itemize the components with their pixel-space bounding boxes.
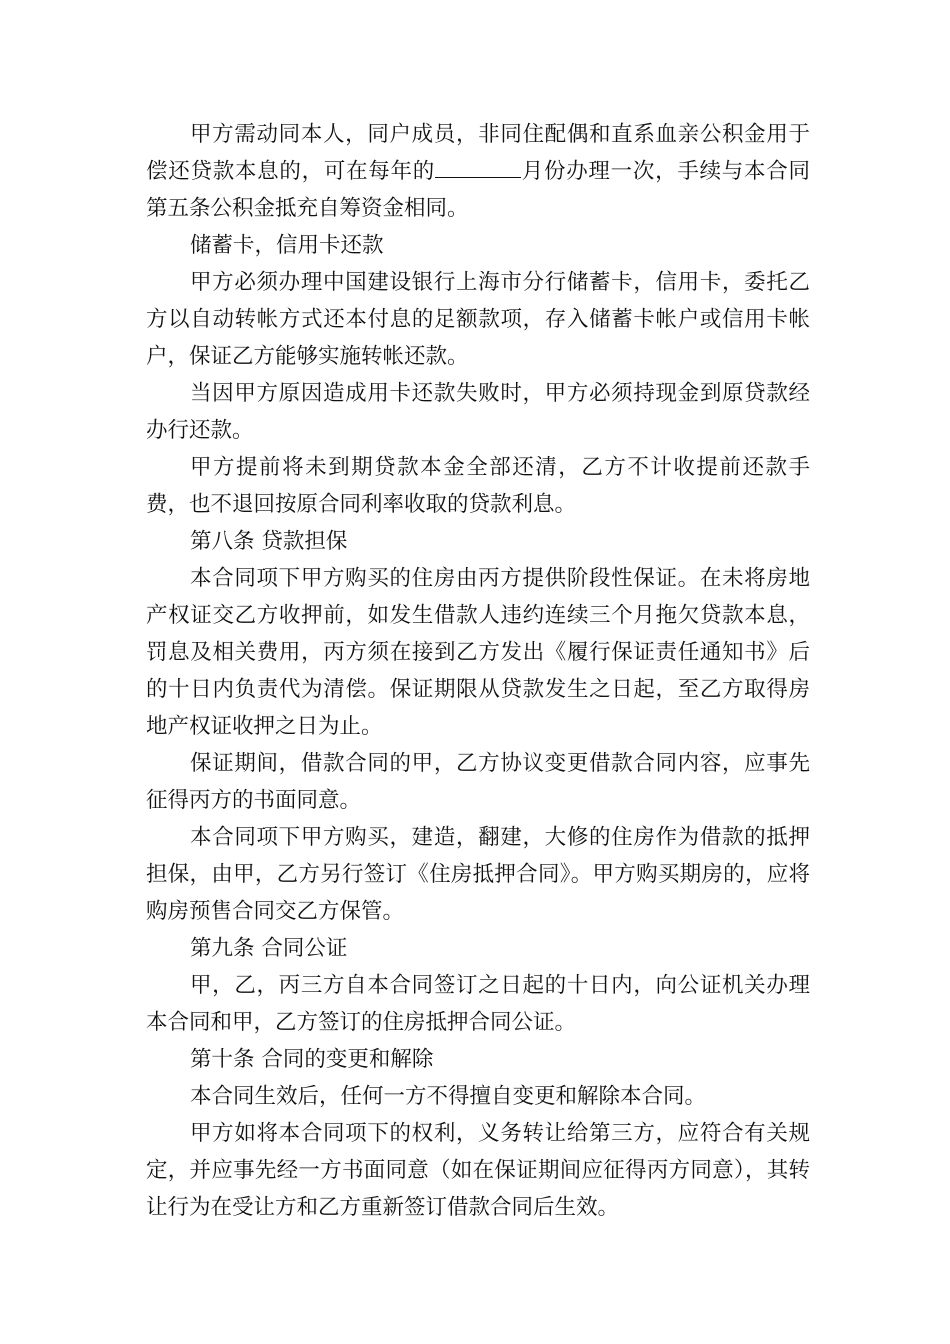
paragraph-article-8-guarantee: 本合同项下甲方购买的住房由丙方提供阶段性保证。在未将房地产权证交乙方收押前，如发生借款人违约连续三个月拖欠贷款本息，罚息及相关费用，丙方须在接到乙方发出《履行保证责任通知书》后的十日内负责代为清偿。保证期限从贷款发生之日起，至乙方取得房地产权证收押之日为止。: [146, 566, 810, 739]
heading-card-repayment: 储蓄卡，信用卡还款: [190, 233, 384, 258]
paragraph-text: 月份办理一次，手续与本合同第五条公积金抵充自筹资金相同。: [146, 159, 810, 221]
paragraph-card-failure: 当因甲方原因造成用卡还款失败时，甲方必须持现金到原贷款经办行还款。: [146, 381, 810, 443]
paragraph-card-requirement: 甲方必须办理中国建设银行上海市分行储蓄卡，信用卡，委托乙方以自动转帐方式还本付息的足额款项，存入储蓄卡帐户或信用卡帐户，保证乙方能够实施转帐还款。: [146, 270, 810, 369]
heading-article-10: 第十条 合同的变更和解除: [190, 1047, 434, 1072]
blank-month-field[interactable]: [435, 153, 521, 178]
heading-article-8: 第八条 贷款担保: [190, 529, 348, 554]
paragraph-article-10-transfer: 甲方如将本合同项下的权利，义务转让给第三方，应符合有关规定，并应事先经一方书面同意（如在保证期间应征得丙方同意），其转让行为在受让方和乙方重新签订借款合同后生效。: [146, 1121, 810, 1220]
paragraph-article-8-change: 保证期间，借款合同的甲，乙方协议变更借款合同内容，应事先征得丙方的书面同意。: [146, 751, 810, 813]
paragraph-provident-fund: [146, 116, 810, 227]
paragraph-article-9-notary: 甲，乙，丙三方自本合同签订之日起的十日内，向公证机关办理本合同和甲，乙方签订的住房抵押合同公证。: [146, 973, 810, 1035]
document-body: [146, 116, 810, 1226]
paragraph-article-10-effect: 本合同生效后，任何一方不得擅自变更和解除本合同。: [190, 1084, 707, 1109]
paragraph-text: 甲方需动同本人，同户成员，非同住配偶和直系血亲公积金用于偿还贷款本息的，可在每年的: [146, 122, 810, 184]
paragraph-article-8-mortgage: 本合同项下甲方购买，建造，翻建，大修的住房作为借款的抵押担保，由甲，乙方另行签订《住房抵押合同》。甲方购买期房的，应将购房预售合同交乙方保管。: [146, 825, 810, 924]
paragraph-prepayment: 甲方提前将未到期贷款本金全部还清，乙方不计收提前还款手费，也不退回按原合同利率收取的贷款利息。: [146, 455, 810, 517]
heading-article-9: 第九条 合同公证: [190, 936, 348, 961]
